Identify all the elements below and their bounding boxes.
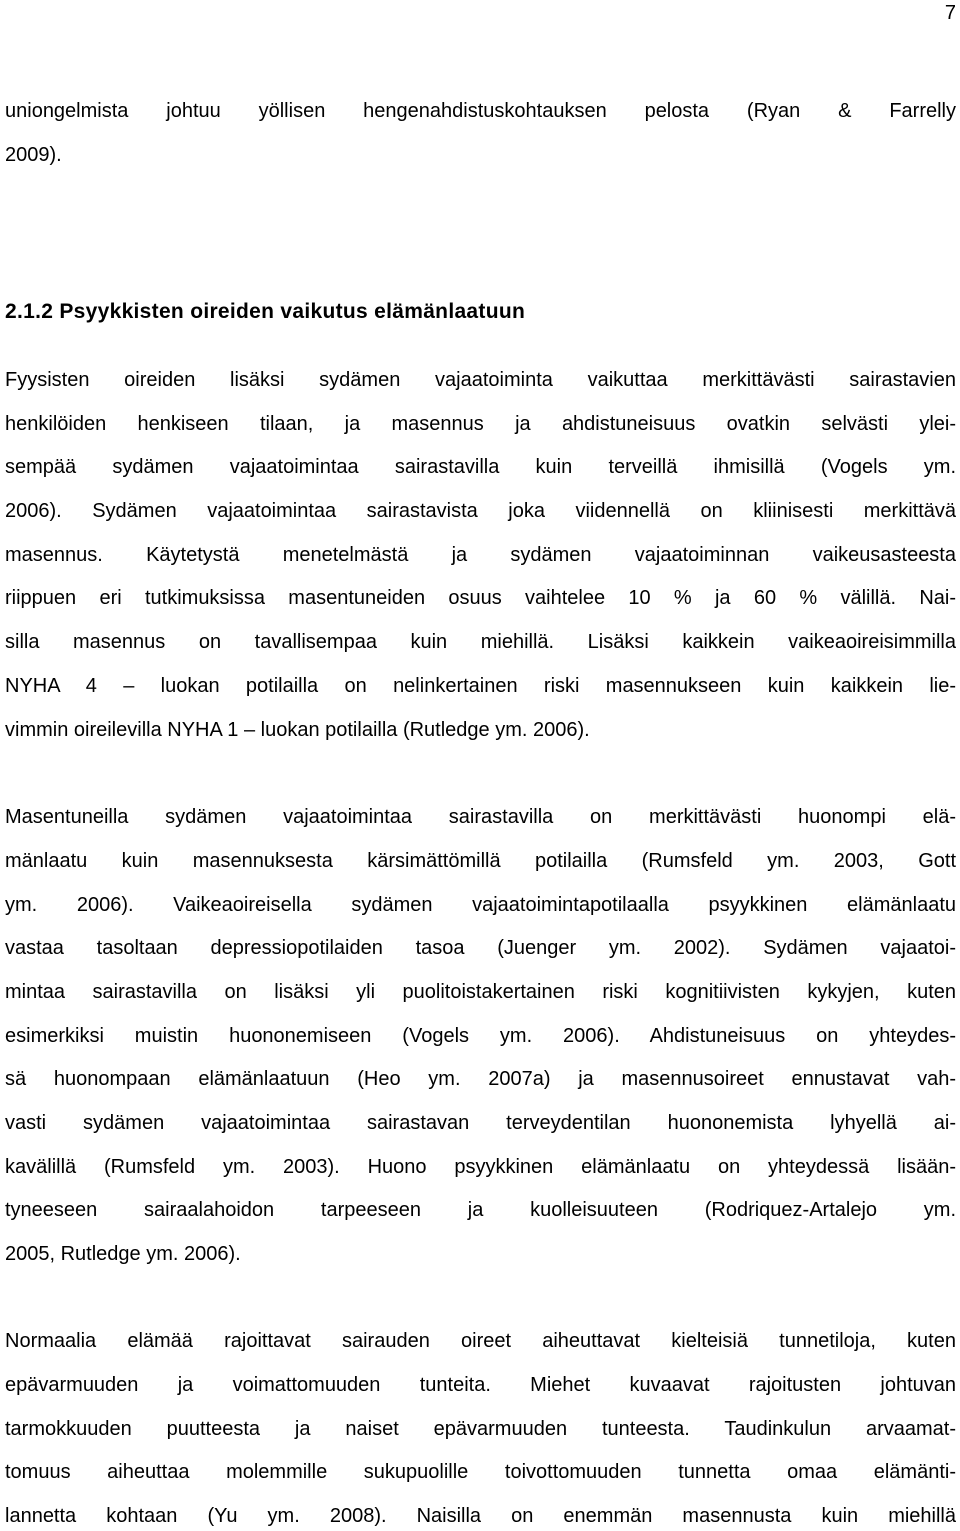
text-line: mänlaatu kuin masennuksesta kärsimättömillä potilailla (Rumsfeld ym. 2003, Gott xyxy=(5,850,956,872)
text-line: masennus. Käytetystä menetelmästä ja sydämen vajaatoiminnan vaikeusasteesta xyxy=(5,544,956,566)
section-heading: 2.1.2 Psyykkisten oireiden vaikutus elämänlaatuun xyxy=(5,300,526,323)
text-line: riippuen eri tutkimuksissa masentuneiden osuus vaihtelee 10 % ja 60 % välillä. Nai- xyxy=(5,587,956,609)
text-line: vastaa tasoltaan depressiopotilaiden tasoa (Juenger ym. 2002). Sydämen vajaatoi- xyxy=(5,937,956,959)
text-line: NYHA 4 – luokan potilailla on nelinkertainen riski masennukseen kuin kaikkein lie- xyxy=(5,675,956,697)
text-line: esimerkiksi muistin huononemiseen (Vogels ym. 2006). Ahdistuneisuus on yhteydes- xyxy=(5,1025,956,1047)
text-line: epävarmuuden ja voimattomuuden tunteita. Miehet kuvaavat rajoitusten johtuvan xyxy=(5,1374,956,1396)
text-line: mintaa sairastavilla on lisäksi yli puolitoistakertainen riski kognitiivisten kykyjen, kuten xyxy=(5,981,956,1003)
text-line: uniongelmista johtuu yöllisen hengenahdistuskohtauksen pelosta (Ryan & Farrelly xyxy=(5,100,956,122)
text-line: tomuus aiheuttaa molemmille sukupuolille toivottomuuden tunnetta omaa elämänti- xyxy=(5,1461,956,1483)
text-line: henkilöiden henkiseen tilaan, ja masennus ja ahdistuneisuus ovatkin selvästi ylei- xyxy=(5,413,956,435)
text-line: sempää sydämen vajaatoimintaa sairastavilla kuin terveillä ihmisillä (Vogels ym. xyxy=(5,456,956,478)
text-line: lannetta kohtaan (Yu ym. 2008). Naisilla on enemmän masennusta kuin miehillä xyxy=(5,1505,956,1527)
text-line: silla masennus on tavallisempaa kuin miehillä. Lisäksi kaikkein vaikeaoireisimmilla xyxy=(5,631,956,653)
text-line: kavälillä (Rumsfeld ym. 2003). Huono psyykkinen elämänlaatu on yhteydessä lisään- xyxy=(5,1156,956,1178)
text-line: 2009). xyxy=(5,144,62,166)
text-line: tarmokkuuden puutteesta ja naiset epävarmuuden tunteesta. Taudinkulun arvaamat- xyxy=(5,1418,956,1440)
text-line: vasti sydämen vajaatoimintaa sairastavan terveydentilan huononemista lyhyellä ai- xyxy=(5,1112,956,1134)
text-line: vimmin oireilevilla NYHA 1 – luokan potilailla (Rutledge ym. 2006). xyxy=(5,719,590,741)
text-line: Normaalia elämää rajoittavat sairauden oireet aiheuttavat kielteisiä tunnetiloja, kuten xyxy=(5,1330,956,1352)
text-line: 2006). Sydämen vajaatoimintaa sairastavista joka viidennellä on kliinisesti merkittävä xyxy=(5,500,956,522)
text-line: sä huonompaan elämänlaatuun (Heo ym. 2007a) ja masennusoireet ennustavat vah- xyxy=(5,1068,956,1090)
text-line: Masentuneilla sydämen vajaatoimintaa sairastavilla on merkittävästi huonompi elä- xyxy=(5,806,956,828)
text-line: tyneeseen sairaalahoidon tarpeeseen ja kuolleisuuteen (Rodriquez-Artalejo ym. xyxy=(5,1199,956,1221)
text-line: Fyysisten oireiden lisäksi sydämen vajaatoiminta vaikuttaa merkittävästi sairastavien xyxy=(5,369,956,391)
text-line: ym. 2006). Vaikeaoireisella sydämen vajaatoimintapotilaalla psyykkinen elämänlaatu xyxy=(5,894,956,916)
text-line: 2005, Rutledge ym. 2006). xyxy=(5,1243,241,1265)
page-number: 7 xyxy=(944,2,956,24)
